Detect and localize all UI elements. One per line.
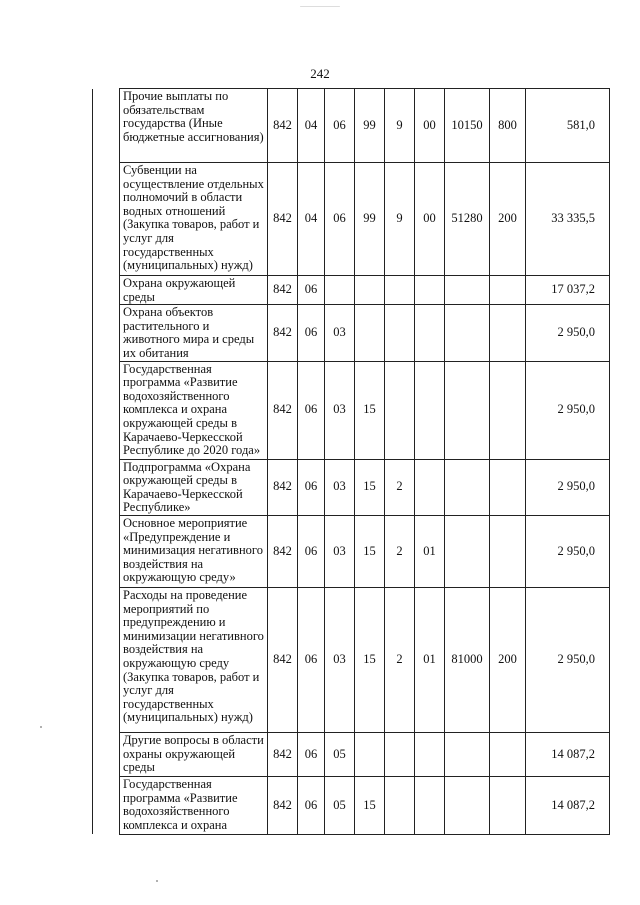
row-program-cell (355, 276, 385, 305)
row-subprogram-cell (385, 776, 415, 834)
row-event-cell (415, 305, 445, 361)
budget-table (92, 88, 610, 835)
row-amount-cell: 14 087,2 (526, 776, 610, 834)
row-event-cell: 00 (415, 163, 445, 276)
row-subsection-cell: 06 (325, 89, 355, 163)
row-program-cell: 15 (355, 361, 385, 459)
row-name-cell: Охрана объектов растительного и животного мира и среды их обитания (120, 305, 268, 361)
row-ministry-cell: 842 (268, 361, 298, 459)
row-ministry-cell: 842 (268, 163, 298, 276)
row-event-cell (415, 732, 445, 776)
table-row (93, 515, 610, 587)
row-amount-cell: 2 950,0 (526, 459, 610, 515)
scan-speck (40, 726, 42, 728)
row-ministry-cell: 842 (268, 276, 298, 305)
row-lead-cell (93, 587, 120, 732)
row-section-cell: 06 (298, 587, 325, 732)
row-name-cell: Субвенции на осуществление отдельных полномочий в области водных отношений (Закупка товаров, работ и услуг для государственных (муниципальных) нужд) (120, 163, 268, 276)
table-row (93, 587, 610, 732)
row-name-cell: Другие вопросы в области охраны окружающей среды (120, 732, 268, 776)
row-amount-cell: 14 087,2 (526, 732, 610, 776)
table-row (93, 276, 610, 305)
row-lead-cell (93, 89, 120, 163)
row-subprogram-cell (385, 361, 415, 459)
row-direction-cell (445, 459, 490, 515)
row-lead-cell (93, 732, 120, 776)
row-subsection-cell (325, 276, 355, 305)
row-direction-cell (445, 776, 490, 834)
table-row (93, 89, 610, 163)
row-lead-cell (93, 163, 120, 276)
row-event-cell: 00 (415, 89, 445, 163)
row-amount-cell: 2 950,0 (526, 305, 610, 361)
row-expense-type-cell (490, 276, 526, 305)
scan-line (300, 6, 340, 7)
row-direction-cell (445, 732, 490, 776)
row-direction-cell: 10150 (445, 89, 490, 163)
row-direction-cell (445, 305, 490, 361)
row-event-cell: 01 (415, 515, 445, 587)
table-row (93, 163, 610, 276)
row-program-cell (355, 305, 385, 361)
row-subprogram-cell: 2 (385, 587, 415, 732)
row-ministry-cell: 842 (268, 305, 298, 361)
row-event-cell (415, 276, 445, 305)
scan-speck (156, 880, 158, 882)
row-lead-cell (93, 459, 120, 515)
row-section-cell: 04 (298, 89, 325, 163)
row-lead-cell (93, 361, 120, 459)
row-event-cell (415, 459, 445, 515)
row-section-cell: 06 (298, 361, 325, 459)
table-row (93, 305, 610, 361)
row-name-cell: Государственная программа «Развитие водохозяйственного комплекса и охрана (120, 776, 268, 834)
row-section-cell: 06 (298, 515, 325, 587)
row-subprogram-cell (385, 305, 415, 361)
row-program-cell: 15 (355, 776, 385, 834)
row-amount-cell: 581,0 (526, 89, 610, 163)
row-subsection-cell: 03 (325, 587, 355, 732)
table-row (93, 361, 610, 459)
row-ministry-cell: 842 (268, 89, 298, 163)
row-expense-type-cell (490, 776, 526, 834)
row-expense-type-cell (490, 361, 526, 459)
row-amount-cell: 33 335,5 (526, 163, 610, 276)
row-ministry-cell: 842 (268, 732, 298, 776)
row-direction-cell: 81000 (445, 587, 490, 732)
row-name-cell: Расходы на проведение мероприятий по предупреждению и минимизации негативного воздействия на окружающую среду (Закупка товаров, работ и услуг для государственных (муниципальных) нужд) (120, 587, 268, 732)
row-ministry-cell: 842 (268, 515, 298, 587)
row-program-cell: 99 (355, 89, 385, 163)
row-program-cell: 15 (355, 515, 385, 587)
row-subprogram-cell (385, 276, 415, 305)
row-subsection-cell: 06 (325, 163, 355, 276)
row-event-cell (415, 776, 445, 834)
row-amount-cell: 17 037,2 (526, 276, 610, 305)
row-amount-cell: 2 950,0 (526, 587, 610, 732)
row-name-cell: Подпрограмма «Охрана окружающей среды в Карачаево-Черкесской Республике» (120, 459, 268, 515)
page-number: 242 (310, 66, 330, 81)
row-section-cell: 06 (298, 459, 325, 515)
row-amount-cell: 2 950,0 (526, 361, 610, 459)
row-amount-cell: 2 950,0 (526, 515, 610, 587)
row-ministry-cell: 842 (268, 459, 298, 515)
row-subsection-cell: 05 (325, 776, 355, 834)
row-direction-cell (445, 361, 490, 459)
row-lead-cell (93, 776, 120, 834)
row-expense-type-cell (490, 459, 526, 515)
row-direction-cell (445, 276, 490, 305)
row-subsection-cell: 03 (325, 459, 355, 515)
row-event-cell: 01 (415, 587, 445, 732)
row-subsection-cell: 03 (325, 305, 355, 361)
row-subsection-cell: 05 (325, 732, 355, 776)
row-subprogram-cell (385, 732, 415, 776)
row-section-cell: 06 (298, 732, 325, 776)
row-lead-cell (93, 515, 120, 587)
row-lead-cell (93, 305, 120, 361)
row-subprogram-cell: 9 (385, 163, 415, 276)
row-name-cell: Государственная программа «Развитие водохозяйственного комплекса и охрана окружающей среды в Карачаево-Черкесской Республике до 2020 года» (120, 361, 268, 459)
row-expense-type-cell: 200 (490, 587, 526, 732)
row-section-cell: 06 (298, 305, 325, 361)
row-subsection-cell: 03 (325, 361, 355, 459)
row-program-cell: 99 (355, 163, 385, 276)
table-row (93, 459, 610, 515)
row-expense-type-cell (490, 515, 526, 587)
row-ministry-cell: 842 (268, 587, 298, 732)
row-name-cell: Охрана окружающей среды (120, 276, 268, 305)
row-expense-type-cell: 200 (490, 163, 526, 276)
row-expense-type-cell (490, 305, 526, 361)
row-name-cell: Основное мероприятие «Предупреждение и минимизация негативного воздействия на окружающую среду» (120, 515, 268, 587)
row-subprogram-cell: 9 (385, 89, 415, 163)
row-direction-cell: 51280 (445, 163, 490, 276)
row-expense-type-cell (490, 732, 526, 776)
row-section-cell: 06 (298, 276, 325, 305)
row-event-cell (415, 361, 445, 459)
row-program-cell: 15 (355, 587, 385, 732)
row-subprogram-cell: 2 (385, 459, 415, 515)
row-lead-cell (93, 276, 120, 305)
row-program-cell: 15 (355, 459, 385, 515)
row-name-cell: Прочие выплаты по обязательствам государства (Иные бюджетные ассигнования) (120, 89, 268, 163)
row-direction-cell (445, 515, 490, 587)
row-subprogram-cell: 2 (385, 515, 415, 587)
row-ministry-cell: 842 (268, 776, 298, 834)
table-row (93, 732, 610, 776)
row-section-cell: 06 (298, 776, 325, 834)
row-subsection-cell: 03 (325, 515, 355, 587)
row-section-cell: 04 (298, 163, 325, 276)
table-row (93, 776, 610, 834)
row-program-cell (355, 732, 385, 776)
row-expense-type-cell: 800 (490, 89, 526, 163)
